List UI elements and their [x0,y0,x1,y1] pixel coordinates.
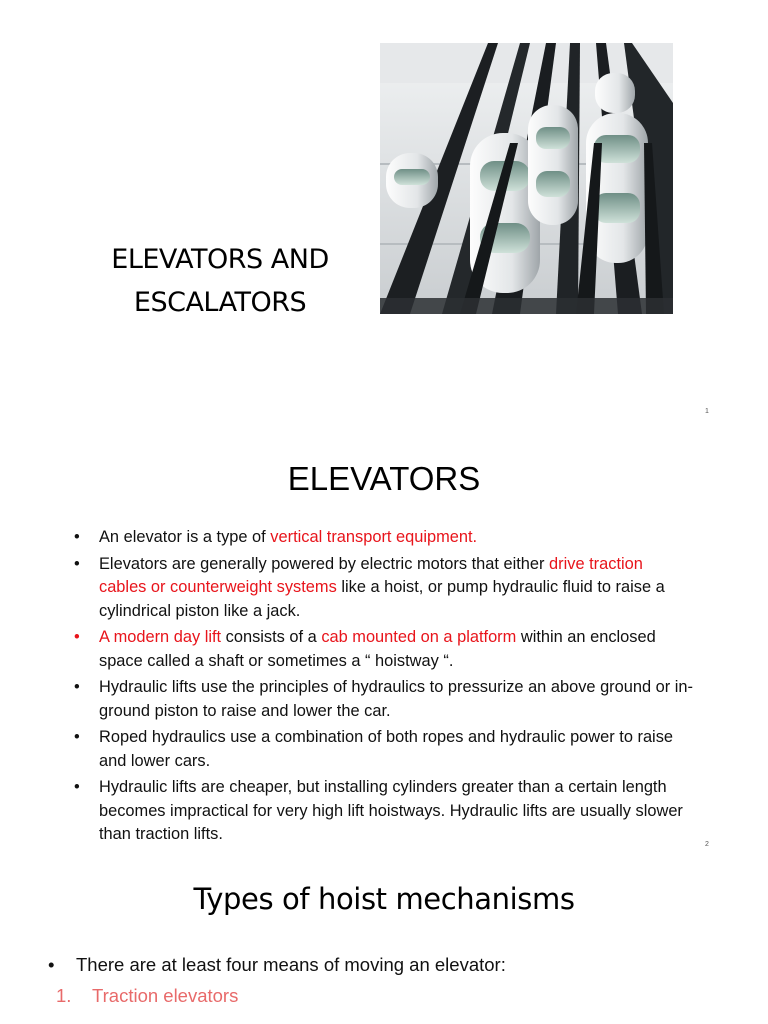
highlighted-text: vertical transport equipment. [270,528,478,546]
elevator-shafts-photo [380,43,673,314]
elevator-bullet-list [74,526,694,850]
numbered-item [56,985,238,1007]
bullet-item: • A modern day lift consists of a cab mounted on a platform within an enclosed space called a shaft or sometimes a “ hoistway “. [74,628,656,670]
bullet-symbol: • [74,628,80,646]
slide-3-title: Types of hoist mechanisms [193,882,575,916]
bullet-symbol: • [74,778,80,796]
slide-2 [0,430,768,860]
bullet-item: • An elevator is a type of vertical transport equipment. [74,526,694,550]
highlighted-text: cab mounted on a platform [321,628,517,646]
bullet-symbol: • [74,728,80,746]
bullet-symbol: • [74,678,80,696]
highlighted-text: drive traction cables or counterweight systems [99,554,643,596]
bullet-item: • Hydraulic lifts use the principles of hydraulics to pressurize an above ground or in-ground piston to raise and lower the car. [74,678,694,720]
bullet-item: • Elevators are generally powered by electric motors that either drive traction cables or counterweight systems like a hoist, or pump hydraulic fluid to raise a cylindrical piston like a jack. [74,554,665,620]
slide-2-title: ELEVATORS [287,460,481,497]
bullet-item: • Hydraulic lifts are cheaper, but installing cylinders greater than a certain length becomes impractical for very high lift hoistways. Hydraulic lifts are usually slower than traction lifts. [74,778,683,843]
item-text: Traction elevators [92,985,239,1006]
page-number-2: 2 [705,841,709,848]
slide-3 [0,860,768,1024]
bullet-symbol: • [48,954,55,975]
highlighted-text: A modern day lift [99,628,222,646]
bullet-symbol: • [74,554,80,573]
bullet-symbol: • [74,528,80,546]
bullet-item: • Roped hydraulics use a combination of both ropes and hydraulic power to raise and lower cars. [74,728,674,770]
page-number-1: 1 [705,408,709,415]
slide-1 [0,0,768,430]
intro-bullet: • There are at least four means of moving an elevator: [48,954,506,975]
item-number: 1. [56,985,72,1006]
title-line-1: ELEVATORS AND [111,244,329,275]
title-line-2: ESCALATORS [133,287,307,318]
slide-1-title [88,238,352,324]
